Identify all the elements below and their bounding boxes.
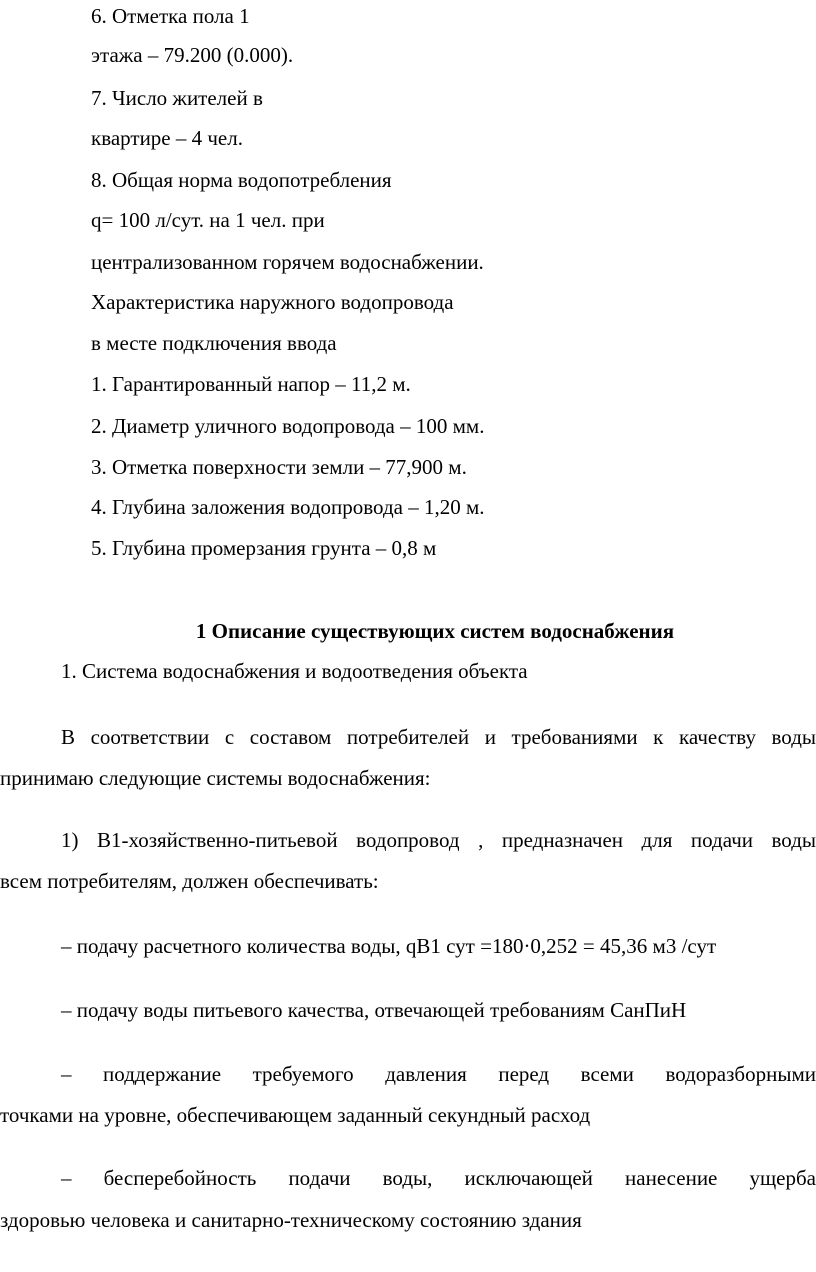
- list-line: 5. Глубина промерзания грунта – 0,8 м: [91, 536, 437, 560]
- bullet-line-continuation: здоровью человека и санитарно-техническому состоянию здания: [0, 1208, 582, 1232]
- list-line: 4. Глубина заложения водопровода – 1,20 м.: [91, 495, 485, 519]
- list-line: Характеристика наружного водопровода: [91, 290, 454, 314]
- list-line: 3. Отметка поверхности земли – 77,900 м.: [91, 455, 467, 479]
- list-line: 1. Гарантированный напор – 11,2 м.: [91, 372, 411, 396]
- bullet-line: – поддержание требуемого давления перед всеми водоразборными: [61, 1062, 816, 1086]
- bullet-line: – бесперебойность подачи воды, исключающей нанесение ущерба: [61, 1166, 816, 1190]
- list-line: q= 100 л/сут. на 1 чел. при: [91, 208, 325, 232]
- list-line: этажа – 79.200 (0.000).: [91, 43, 294, 67]
- list-line: 6. Отметка пола 1: [91, 4, 250, 28]
- list-line: квартире – 4 чел.: [91, 126, 243, 150]
- list-line: 7. Число жителей в: [91, 86, 263, 110]
- paragraph-line: принимаю следующие системы водоснабжения:: [0, 766, 431, 790]
- bullet-line: – подачу воды питьевого качества, отвечающей требованиям СанПиН: [61, 998, 687, 1022]
- bullet-line-continuation: точками на уровне, обеспечивающем заданный секундный расход: [0, 1103, 591, 1127]
- list-line: в месте подключения ввода: [91, 331, 337, 355]
- paragraph-line: В соответствии с составом потребителей и требованиями к качеству воды: [61, 725, 816, 749]
- subsection-title: 1. Система водоснабжения и водоотведения объекта: [61, 659, 528, 683]
- list-line: 8. Общая норма водопотребления: [91, 168, 392, 192]
- section-heading: 1 Описание существующих систем водоснабжения: [195, 619, 675, 643]
- list-line: централизованном горячем водоснабжении.: [91, 250, 484, 274]
- list-line: 2. Диаметр уличного водопровода – 100 мм.: [91, 414, 485, 438]
- paragraph-line: 1) В1-хозяйственно-питьевой водопровод , предназначен для подачи воды: [61, 828, 816, 852]
- paragraph-line: всем потребителям, должен обеспечивать:: [0, 869, 379, 893]
- bullet-line: – подачу расчетного количества воды, qB1 сут =180·0,252 = 45,36 м3 /сут: [61, 934, 717, 958]
